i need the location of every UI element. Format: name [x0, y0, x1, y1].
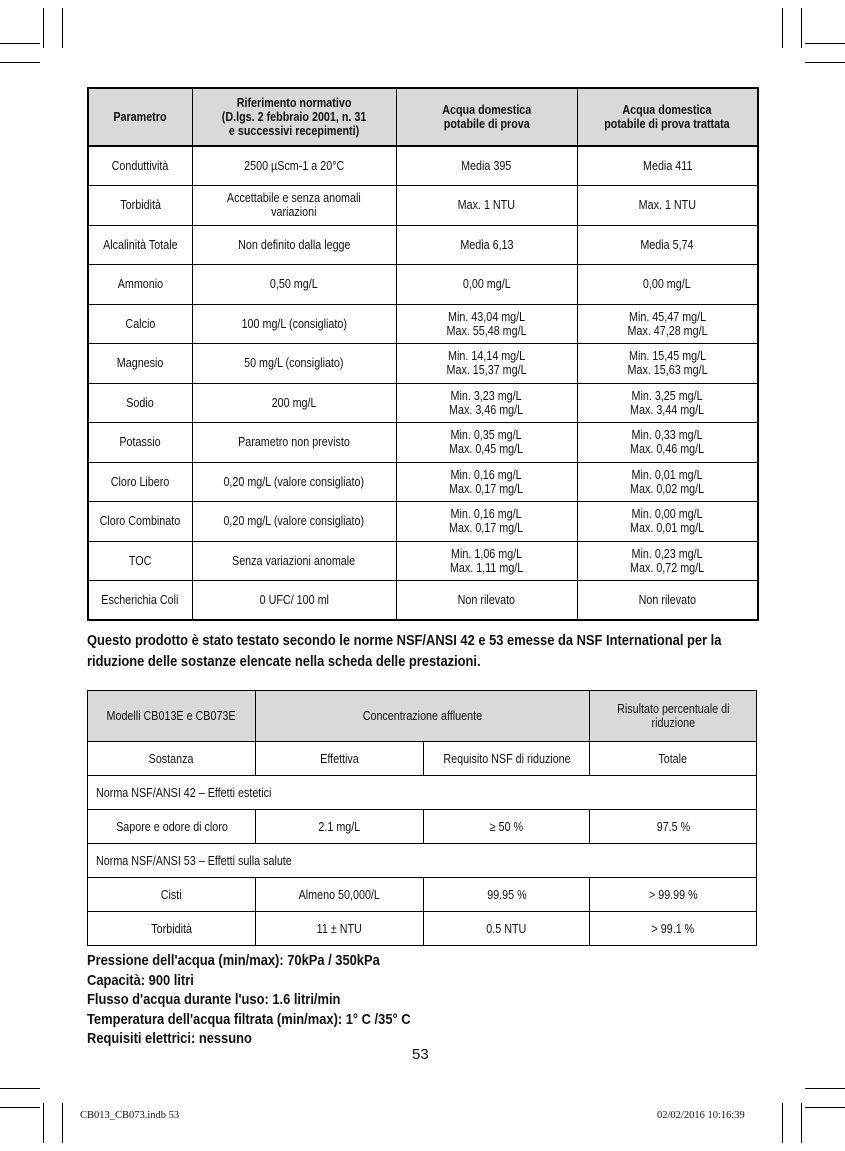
table-cell: ≥ 50 % — [424, 810, 590, 844]
table-header-cell: Parametro — [88, 88, 192, 146]
table-cell: Sodio — [88, 383, 192, 423]
table-cell: Requisito NSF di riduzione — [424, 742, 590, 776]
crop-mark — [43, 1103, 44, 1143]
table-row — [88, 462, 758, 502]
table-cell: Torbidità — [88, 912, 256, 946]
table-cell: > 99.1 % — [590, 912, 757, 946]
table-row — [88, 878, 757, 912]
table-cell: Accettabile e senza anomali variazioni — [192, 186, 396, 226]
table-cell: 50 mg/L (consigliato) — [192, 344, 396, 384]
table-cell: 97.5 % — [590, 810, 757, 844]
crop-mark — [62, 8, 63, 48]
table-row — [88, 810, 757, 844]
table-cell: Ammonio — [88, 265, 192, 305]
table-row — [88, 304, 758, 344]
table-cell: Parametro non previsto — [192, 423, 396, 463]
crop-mark — [805, 62, 845, 63]
table-row — [88, 502, 758, 542]
table-cell: Min. 1,06 mg/L Max. 1,11 mg/L — [396, 541, 577, 581]
table-header-cell: Riferimento normativo (D.lgs. 2 febbraio 2001, n. 31 e successivi recepimenti) — [192, 88, 396, 146]
crop-mark — [782, 8, 783, 48]
table-cell: Min. 0,33 mg/L Max. 0,46 mg/L — [577, 423, 758, 463]
table-cell: 2500 µScm-1 a 20°C — [192, 146, 396, 186]
table-cell: Totale — [590, 742, 757, 776]
table-cell: 11 ± NTU — [256, 912, 424, 946]
spec-line: Temperatura dell'acqua filtrata (min/max): 1° C /35° C — [87, 1010, 411, 1028]
table-cell: 0,00 mg/L — [577, 265, 758, 305]
table-cell: Media 395 — [396, 146, 577, 186]
page-number: 53 — [412, 1046, 429, 1063]
crop-mark — [805, 43, 845, 44]
crop-mark — [0, 1088, 40, 1089]
table-cell: 0.5 NTU — [424, 912, 590, 946]
table-cell: Non rilevato — [577, 581, 758, 621]
table-cell: Potassio — [88, 423, 192, 463]
table-cell: Min. 15,45 mg/L Max. 15,63 mg/L — [577, 344, 758, 384]
paragraph-line: Questo prodotto è stato testato secondo le norme NSF/ANSI 42 e 53 emesse da NSF International per la — [87, 632, 722, 649]
crop-mark — [43, 8, 44, 48]
table-cell: Torbidità — [88, 186, 192, 226]
table-cell: 2.1 mg/L — [256, 810, 424, 844]
crop-mark — [805, 1107, 845, 1108]
table-cell: Sapore e odore di cloro — [88, 810, 256, 844]
table-cell: Non definito dalla legge — [192, 225, 396, 265]
crop-mark — [801, 1103, 802, 1143]
table-cell: Min. 0,23 mg/L Max. 0,72 mg/L — [577, 541, 758, 581]
table-header-cell: Acqua domestica potabile di prova — [396, 88, 577, 146]
crop-mark — [801, 8, 802, 48]
table-cell: Max. 1 NTU — [396, 186, 577, 226]
table-row — [88, 541, 758, 581]
table-row — [88, 186, 758, 226]
table-cell: 0 UFC/ 100 ml — [192, 581, 396, 621]
table-row — [88, 912, 757, 946]
table-cell: Calcio — [88, 304, 192, 344]
table-cell: Non rilevato — [396, 581, 577, 621]
table-cell: 0,20 mg/L (valore consigliato) — [192, 462, 396, 502]
table-cell: > 99.99 % — [590, 878, 757, 912]
table-section-row — [88, 776, 757, 810]
spec-line: Capacità: 900 litri — [87, 971, 194, 989]
spec-line: Flusso d'acqua durante l'uso: 1.6 litri/min — [87, 991, 341, 1008]
table-subheader-row — [88, 742, 757, 776]
crop-mark — [0, 43, 40, 44]
table-cell: Cisti — [88, 878, 256, 912]
table-cell: Max. 1 NTU — [577, 186, 758, 226]
table-cell: Min. 0,16 mg/L Max. 0,17 mg/L — [396, 462, 577, 502]
table-row — [88, 146, 758, 186]
table-cell: 0,00 mg/L — [396, 265, 577, 305]
table-cell: Sostanza — [88, 742, 256, 776]
table-header-cell: Acqua domestica potabile di prova trattata — [577, 88, 758, 146]
table-cell: Effettiva — [256, 742, 424, 776]
table-row — [88, 225, 758, 265]
crop-mark — [782, 1103, 783, 1143]
table-row — [88, 383, 758, 423]
table-cell: Media 5,74 — [577, 225, 758, 265]
table-row — [88, 423, 758, 463]
table-cell: TOC — [88, 541, 192, 581]
table-cell: Min. 3,25 mg/L Max. 3,44 mg/L — [577, 383, 758, 423]
water-parameters-table — [87, 87, 759, 621]
crop-mark — [0, 1107, 40, 1108]
table-cell: Min. 0,16 mg/L Max. 0,17 mg/L — [396, 502, 577, 542]
table-cell: Min. 14,14 mg/L Max. 15,37 mg/L — [396, 344, 577, 384]
nsf-paragraph — [87, 630, 825, 672]
table-row — [88, 265, 758, 305]
footer-timestamp: 02/02/2016 10:16:39 — [657, 1110, 745, 1121]
table-cell: Almeno 50,000/L — [256, 878, 424, 912]
table-cell: Escherichia Coli — [88, 581, 192, 621]
table-cell: Media 411 — [577, 146, 758, 186]
table-cell: Alcalinità Totale — [88, 225, 192, 265]
section-label: Norma NSF/ANSI 53 – Effetti sulla salute — [88, 844, 757, 878]
table-cell: Min. 0,35 mg/L Max. 0,45 mg/L — [396, 423, 577, 463]
table-cell: Min. 43,04 mg/L Max. 55,48 mg/L — [396, 304, 577, 344]
spec-line: Pressione dell'acqua (min/max): 70kPa / 350kPa — [87, 952, 380, 969]
table-cell: Min. 0,00 mg/L Max. 0,01 mg/L — [577, 502, 758, 542]
table-cell: 100 mg/L (consigliato) — [192, 304, 396, 344]
table-cell: Senza variazioni anomale — [192, 541, 396, 581]
section-label: Norma NSF/ANSI 42 – Effetti estetici — [88, 776, 757, 810]
crop-mark — [805, 1088, 845, 1089]
crop-mark — [62, 1103, 63, 1143]
table-row — [88, 581, 758, 621]
table-row — [88, 344, 758, 384]
table-header-row — [88, 691, 757, 742]
table-cell: 0,20 mg/L (valore consigliato) — [192, 502, 396, 542]
table-cell: Cloro Libero — [88, 462, 192, 502]
table-cell: 0,50 mg/L — [192, 265, 396, 305]
spec-line: Requisiti elettrici: nessuno — [87, 1030, 252, 1047]
nsf-performance-table — [87, 690, 757, 946]
table-header-cell: Modelli CB013E e CB073E — [88, 691, 256, 742]
table-cell: Cloro Combinato — [88, 502, 192, 542]
crop-mark — [0, 62, 40, 63]
table-cell: Conduttività — [88, 146, 192, 186]
table-cell: 200 mg/L — [192, 383, 396, 423]
footer-file-label: CB013_CB073.indb 53 — [80, 1110, 180, 1121]
table-cell: Min. 45,47 mg/L Max. 47,28 mg/L — [577, 304, 758, 344]
table-cell: Min. 0,01 mg/L Max. 0,02 mg/L — [577, 462, 758, 502]
table-cell: Media 6,13 — [396, 225, 577, 265]
table-header-cell: Concentrazione affluente — [256, 691, 590, 742]
table-cell: 99.95 % — [424, 878, 590, 912]
table-cell: Magnesio — [88, 344, 192, 384]
table-header-row — [88, 88, 758, 146]
table-header-cell: Risultato percentuale di riduzione — [590, 691, 757, 742]
table-section-row — [88, 844, 757, 878]
table-cell: Min. 3,23 mg/L Max. 3,46 mg/L — [396, 383, 577, 423]
paragraph-line: riduzione delle sostanze elencate nella scheda delle prestazioni. — [87, 653, 481, 670]
spec-list — [87, 951, 463, 1049]
